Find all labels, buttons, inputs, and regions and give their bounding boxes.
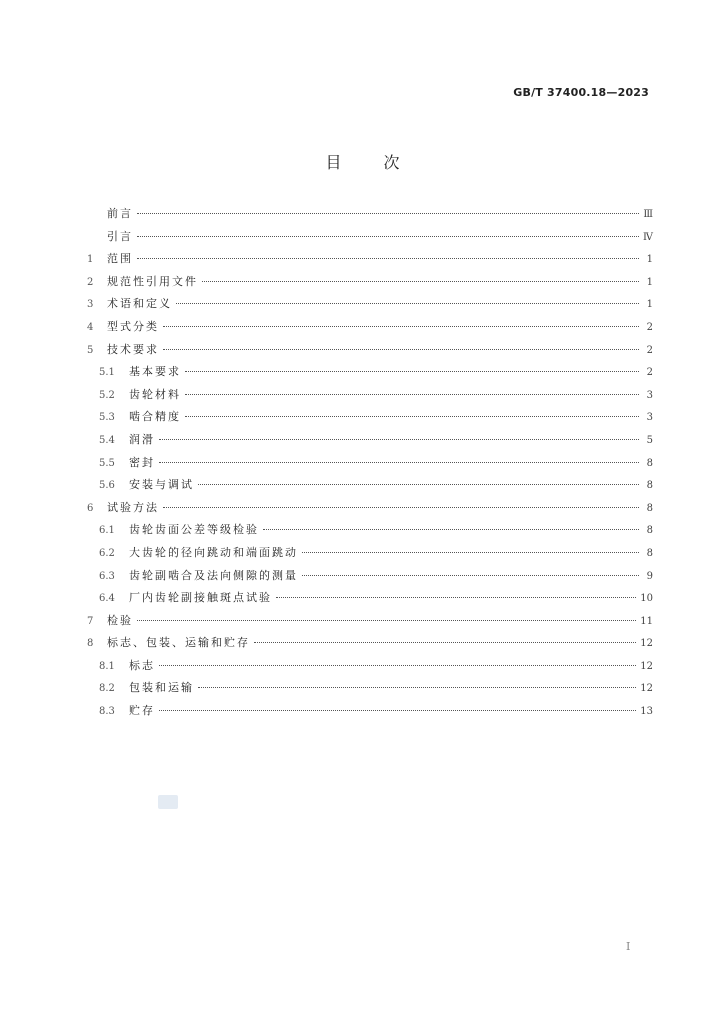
toc-entry-label: 检验	[107, 613, 133, 627]
toc-entry-page: 5	[646, 434, 653, 446]
toc-leader-dots	[159, 428, 639, 440]
toc-leader-dots	[163, 315, 639, 327]
toc-leader-dots	[159, 451, 639, 463]
toc-entry-number: 5.4	[99, 434, 115, 446]
toc-leader-dots	[176, 292, 639, 304]
toc-entry-number: 6.1	[99, 525, 115, 537]
toc-entry-page: 2	[646, 344, 653, 356]
toc-entry-page: 8	[646, 547, 653, 559]
toc-entry-number: 4	[87, 321, 94, 333]
toc-leader-dots	[137, 225, 639, 237]
toc-entry-page: 1	[646, 299, 653, 311]
toc-entry-page: 8	[646, 525, 653, 537]
toc-entry-number: 3	[87, 299, 94, 311]
toc-leader-dots	[276, 586, 636, 598]
toc-entry-number: 8.3	[99, 706, 115, 718]
toc-entry-page: 12	[640, 660, 653, 672]
toc-entry-page: 10	[640, 593, 653, 605]
toc-leader-dots	[159, 654, 636, 666]
toc-leader-dots	[198, 473, 639, 485]
toc-entry-label: 齿轮副啮合及法向侧隙的测量	[129, 568, 298, 582]
toc-entry-page: 11	[640, 615, 653, 627]
toc-entry-number: 5.1	[99, 367, 115, 379]
toc-leader-dots	[163, 496, 639, 508]
toc-entry-number: 6.3	[99, 570, 115, 582]
toc-entry-number: 6	[87, 502, 94, 514]
toc-leader-dots	[185, 405, 639, 417]
toc-entry-number: 5.3	[99, 412, 115, 424]
toc-leader-dots	[137, 247, 639, 259]
toc-entry-number: 2	[87, 276, 94, 288]
toc-leader-dots	[202, 270, 639, 282]
toc-entry-label: 齿轮材料	[129, 387, 181, 401]
toc-entry-page: Ⅳ	[643, 231, 653, 243]
toc-leader-dots	[163, 338, 639, 350]
toc-entry-number: 5.5	[99, 457, 115, 469]
toc-entry-label: 润滑	[129, 432, 155, 446]
toc-entry-label: 术语和定义	[107, 297, 172, 311]
toc-entry-page: 8	[646, 480, 653, 492]
toc-entry-page: 9	[646, 570, 653, 582]
toc-entry-number: 1	[87, 254, 94, 266]
toc-entry-label: 型式分类	[107, 319, 159, 333]
toc-entry-label: 技术要求	[107, 342, 159, 356]
toc-entry-page: 3	[646, 389, 653, 401]
toc-leader-dots	[137, 609, 636, 621]
toc-entry-page: Ⅲ	[643, 209, 653, 220]
toc-entry-page: 2	[646, 367, 653, 379]
toc-entry-number: 5	[87, 344, 94, 356]
toc-entry-number: 6.4	[99, 593, 115, 605]
toc-entry-label: 啮合精度	[129, 410, 181, 424]
toc-leader-dots	[159, 699, 636, 711]
toc-entry-number: 8.2	[99, 683, 115, 695]
toc-leader-dots	[185, 360, 639, 372]
toc-entry-page: 3	[646, 412, 653, 424]
toc-entry-page: 13	[640, 706, 653, 718]
toc-leader-dots	[302, 564, 639, 576]
toc-entry-label: 试验方法	[107, 500, 159, 514]
toc-entry[interactable]	[87, 702, 653, 725]
toc-leader-dots	[198, 676, 636, 688]
page-title: 目次	[325, 153, 442, 172]
toc-entry-label: 厂内齿轮副接触斑点试验	[129, 591, 272, 605]
toc-entry-label: 密封	[129, 455, 155, 469]
toc-entry-page: 8	[646, 502, 653, 514]
toc-entry-label: 前言	[107, 207, 133, 220]
toc-leader-dots	[254, 631, 636, 643]
toc-entry-page: 2	[646, 321, 653, 333]
toc-entry-label: 大齿轮的径向跳动和端面跳动	[129, 545, 298, 559]
toc-entry-page: 1	[646, 276, 653, 288]
toc-entry-label: 引言	[107, 229, 133, 243]
toc-entry-label: 范围	[107, 252, 133, 266]
toc-entry-label: 基本要求	[129, 365, 181, 379]
toc-leader-dots	[302, 541, 639, 553]
toc-entry-label: 安装与调试	[129, 478, 194, 492]
toc-entry-page: 1	[646, 254, 653, 266]
toc-entry-label: 包装和运输	[129, 681, 194, 695]
page-number: Ⅰ	[626, 940, 631, 953]
toc-entry-number: 6.2	[99, 547, 115, 559]
toc-entry-number: 5.6	[99, 480, 115, 492]
toc-entry-label: 标志	[129, 658, 155, 672]
toc-entry-label: 规范性引用文件	[107, 274, 198, 288]
toc-leader-dots	[263, 518, 639, 530]
toc-entry-page: 12	[640, 683, 653, 695]
toc-entry-number: 8.1	[99, 660, 115, 672]
table-of-contents	[87, 205, 653, 725]
toc-entry-number: 8	[87, 638, 94, 650]
toc-entry-page: 12	[640, 638, 653, 650]
toc-entry-label: 贮存	[129, 704, 155, 718]
watermark-logo	[158, 795, 178, 809]
toc-leader-dots	[185, 383, 639, 395]
toc-leader-dots	[137, 202, 639, 214]
standard-code: GB/T 37400.18—2023	[513, 86, 649, 99]
toc-entry-number: 7	[87, 615, 94, 627]
toc-entry-page: 8	[646, 457, 653, 469]
toc-entry-number: 5.2	[99, 389, 115, 401]
toc-entry-label: 齿轮齿面公差等级检验	[129, 523, 259, 537]
toc-entry-label: 标志、包装、运输和贮存	[107, 636, 250, 650]
